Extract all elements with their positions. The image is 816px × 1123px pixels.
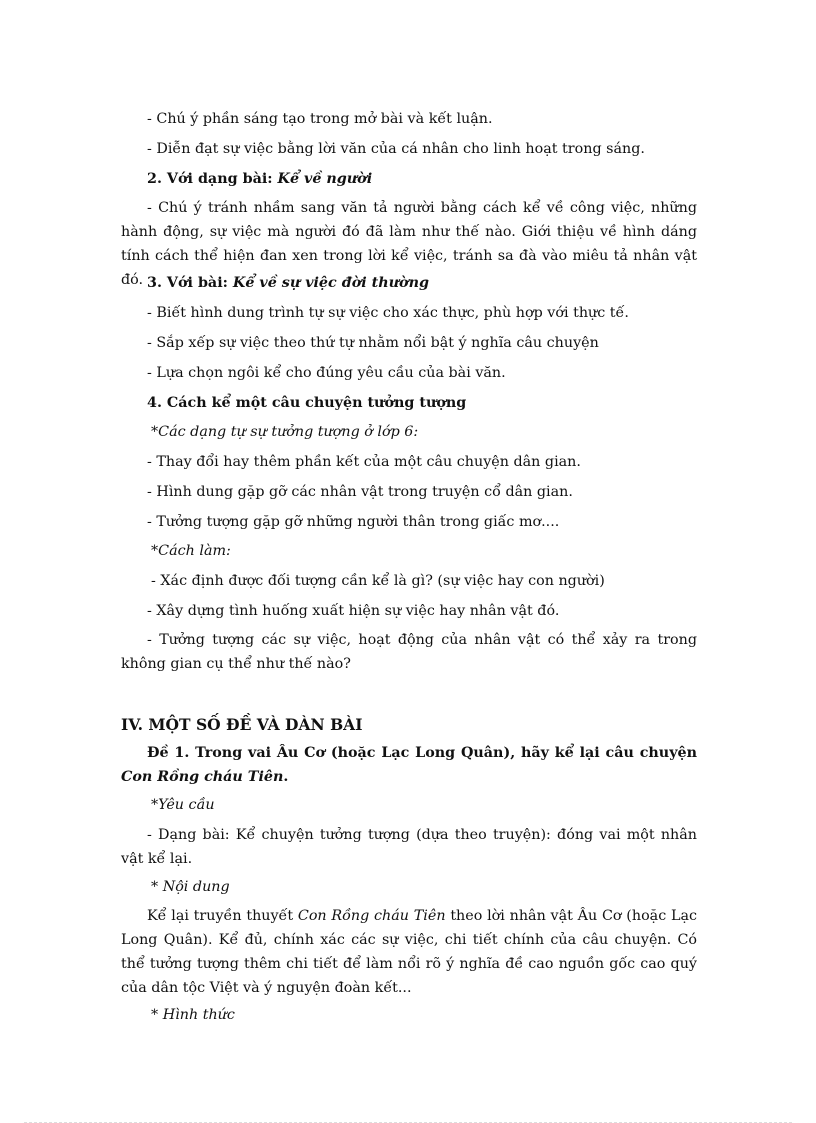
section-label: 2. Với dạng bài: [147, 171, 278, 187]
text-line: - Xác định được đối tượng cần kể là gì? (sự việc hay con người) [151, 573, 605, 589]
exercise-end: . [283, 769, 289, 785]
text-line: - Sắp xếp sự việc theo thứ tự nhằm nổi bật ý nghĩa câu chuyện [147, 335, 599, 351]
text-line: - Lựa chọn ngôi kể cho đúng yêu cầu của bài văn. [147, 365, 506, 381]
story-title: Con Rồng cháu Tiên [297, 908, 446, 924]
exercise-text: Đề 1. Trong vai Âu Cơ (hoặc Lạc Long Quân), hãy kể lại câu chuyện [147, 745, 697, 761]
text-line: *Cách làm: [151, 543, 231, 559]
paragraph: - Chú ý tránh nhầm sang văn tả người bằng cách kể về công việc, những hành động, sự việc mà người đó đã làm như thế nào. Giới thiệu về hình dáng tính cách thể hiện đan xen trong lời kể việc, tránh sa đà vào miêu tả nhân vật đó. [121, 200, 697, 288]
text-line: - Biết hình dung trình tự sự việc cho xác thực, phù hợp với thực tế. [147, 305, 629, 321]
section-heading [147, 169, 372, 189]
paragraph-text: theo lời nhân vật Âu Cơ (hoặc Lạc Long Quân). Kể đủ, chính xác các sự việc, chi tiết chính của câu chuyện. Có thể tưởng tượng thêm chi tiết để làm nổi rõ ý nghĩa đề cao nguồn gốc cao quý của dân tộc Việt và ý nguyện đoàn kết... [121, 908, 697, 996]
text-line: - Diễn đạt sự việc bằng lời văn của cá nhân cho linh hoạt trong sáng. [147, 141, 645, 157]
text-line: * Nội dung [151, 879, 230, 895]
text-line: * Hình thức [151, 1007, 235, 1023]
chapter-heading: IV. MỘT SỐ ĐỀ VÀ DÀN BÀI [121, 715, 363, 734]
section-heading: 4. Cách kể một câu chuyện tưởng tượng [147, 395, 467, 411]
text-line: *Yêu cầu [151, 797, 215, 813]
exercise-title [121, 741, 697, 789]
paragraph: - Tưởng tượng các sự việc, hoạt động của nhân vật có thể xảy ra trong không gian cụ thể như thế nào? [121, 632, 697, 672]
text-line: - Chú ý phần sáng tạo trong mở bài và kết luận. [147, 111, 493, 127]
paragraph [121, 904, 697, 1000]
text-line: - Thay đổi hay thêm phần kết của một câu chuyện dân gian. [147, 454, 581, 470]
text-line: - Xây dựng tình huống xuất hiện sự việc hay nhân vật đó. [147, 603, 560, 619]
section-title: Kể về người [277, 171, 373, 187]
paragraph-text: Kể lại truyền thuyết [147, 908, 298, 924]
section-heading [147, 273, 429, 293]
paragraph: - Dạng bài: Kể chuyện tưởng tượng (dựa theo truyện): đóng vai một nhân vật kể lại. [121, 827, 697, 867]
document-page [121, 0, 697, 1123]
text-line: *Các dạng tự sự tưởng tượng ở lớp 6: [151, 424, 419, 440]
story-title: Con Rồng cháu Tiên [121, 769, 284, 785]
section-title: Kể về sự việc đời thường [232, 275, 429, 291]
section-label: 3. Với bài: [147, 275, 233, 291]
text-line: - Hình dung gặp gỡ các nhân vật trong truyện cổ dân gian. [147, 484, 573, 500]
text-line: - Tưởng tượng gặp gỡ những người thân trong giấc mơ.... [147, 514, 560, 530]
